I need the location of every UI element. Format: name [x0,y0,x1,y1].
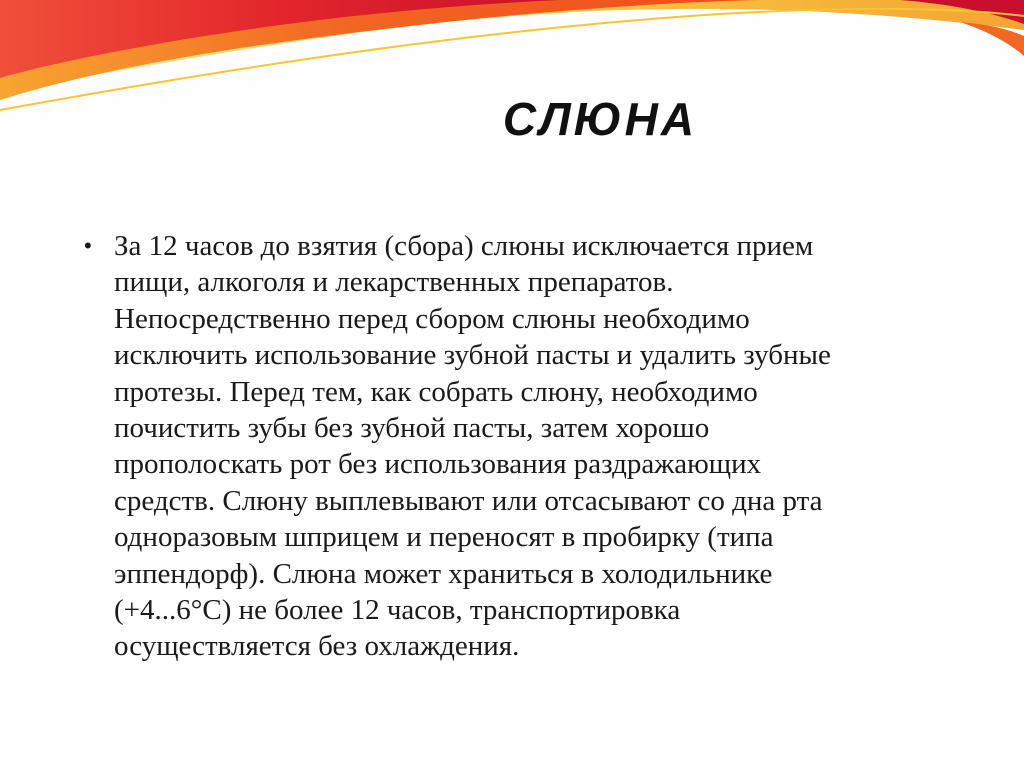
slide-body [84,228,964,665]
text-line: протезы. Перед тем, как собрать слюну, необходимо [114,375,758,408]
text-line: Непосредственно перед сбором слюны необходимо [114,302,750,335]
text-line: средств. Слюну выплевывают или отсасывают со дна рта [114,484,823,517]
text-line: За 12 часов до взятия (сбора) слюны исключается прием [114,230,814,262]
text-line: (+4...6°С) не более 12 часов, транспортировка [114,594,681,627]
text-line: прополоскать рот без использования раздражающих [114,448,762,481]
text-line: исключить использование зубной пасты и удалить зубные [114,339,831,372]
text-line: пищи, алкоголя и лекарственных препаратов. [114,266,674,299]
text-line: эппендорф). Слюна может храниться в холодильнике [114,557,773,590]
bullet-text [114,228,964,665]
text-line: почистить зубы без зубной пасты, затем хорошо [114,412,710,445]
text-line: одноразовым шприцем и переносят в пробирку (типа [114,521,774,554]
bullet-icon: • [84,233,92,258]
slide-title: СЛЮНА [502,93,698,145]
text-line: осуществляется без охлаждения. [114,630,520,663]
bullet-item [84,228,964,665]
